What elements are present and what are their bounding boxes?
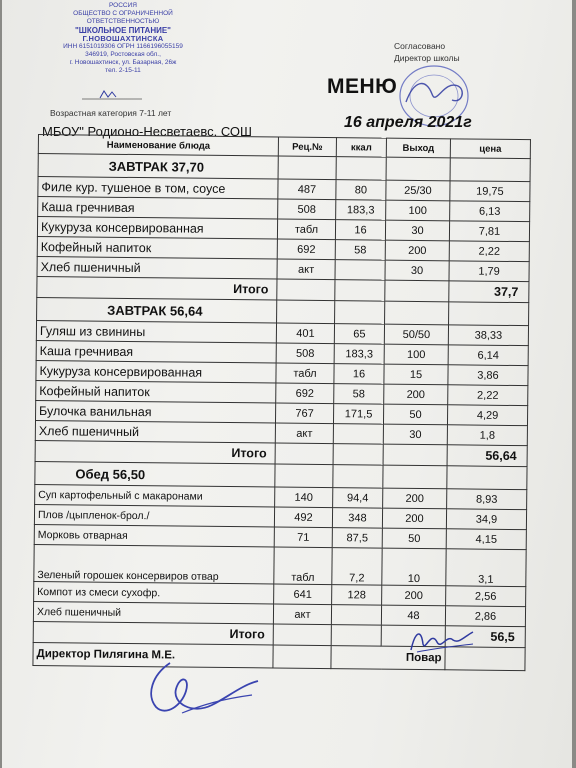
dish-rec: 71 [274,527,332,548]
dish-yield: 48 [381,605,445,626]
menu-sheet [2,0,572,768]
dish-kcal: 58 [335,240,385,261]
company-stamp [44,2,202,94]
dish-yield: 10 [382,548,446,586]
dish-kcal: 183,3 [336,200,386,221]
dish-price: 2,22 [449,241,529,262]
dish-price: 7,81 [449,221,529,242]
dish-rec: 767 [275,403,333,424]
dish-rec: 508 [278,199,336,220]
dish-yield: 30 [383,424,447,445]
dish-price: 19,75 [450,181,530,202]
dish-yield: 25/30 [386,180,450,201]
dish-kcal: 7,2 [332,548,382,586]
dish-kcal: 128 [332,585,382,606]
total-label: Итого [37,276,277,300]
dish-kcal: 16 [334,364,384,385]
stamp-line: "ШКОЛЬНОЕ ПИТАНИЕ" [75,26,171,35]
dish-rec: табл [277,219,335,240]
director-signature-label: Директор Пилягина М.Е. [33,642,273,668]
dish-name: Морковь отварная [34,524,274,547]
dish-rec: 508 [276,343,334,364]
dish-yield: 200 [383,488,447,509]
dish-price: 3,86 [448,365,528,386]
dish-kcal: 16 [335,220,385,241]
dish-yield: 200 [382,508,446,529]
dish-yield: 100 [384,344,448,365]
dish-yield: 30 [385,220,449,241]
section-title: ЗАВТРАК 37,70 [38,154,278,180]
dish-name: Гуляш из свинины [36,320,276,343]
stamp-signature-icon [82,88,142,102]
dish-price: 2,56 [446,586,526,607]
dish-yield: 200 [385,240,449,261]
dish-kcal: 58 [334,384,384,405]
col-header-price: цена [450,139,530,159]
dish-name: Кофейный напиток [37,236,277,259]
menu-table [32,134,531,671]
dish-name: Хлеб пшеничный [35,420,275,443]
dish-yield: 200 [382,585,446,606]
stamp-line: ОБЩЕСТВО С ОГРАНИЧЕННОЙ [73,10,173,17]
dish-name: Каша гречнивая [36,340,276,363]
total-value: 56,64 [447,445,527,467]
dish-yield: 15 [384,364,448,385]
director-signature-icon [142,655,262,720]
section-title: ЗАВТРАК 56,64 [37,297,277,323]
school-name: МБОУ" Родионо-Несветаевс. СОШ [42,124,252,139]
cook-signature-label: Повар [331,646,445,670]
dish-price: 6,13 [450,201,530,222]
dish-kcal: 80 [336,180,386,201]
total-label: Итого [35,440,275,464]
dish-price: 4,15 [446,529,526,550]
section-title: Обед 56,50 [35,461,275,487]
dish-rec: 140 [275,487,333,508]
dish-price: 34,9 [446,509,526,530]
stamp-line: ОТВЕТСТВЕННОСТЬЮ [86,18,160,25]
dish-kcal: 65 [334,324,384,345]
total-value: 37,7 [449,281,529,303]
dish-yield: 50 [382,528,446,549]
dish-price: 1,8 [447,425,527,446]
dish-name: Филе кур. тушеное в том, соусе [38,177,278,200]
approved-role: Директор школы [394,53,460,63]
menu-date: 16 апреля 2021г [344,114,472,131]
stamp-line: тел. 2-15-11 [105,67,141,74]
dish-name: Хлеб пшеничный [37,256,277,279]
dish-rec: 692 [276,383,334,404]
dish-name: Зеленый горошек консервиров отвар [34,544,274,584]
dish-price: 3,1 [446,549,526,587]
dish-name: Кукуруза консервированная [37,217,277,240]
dish-kcal [333,424,383,445]
dish-price: 4,29 [447,405,527,426]
dish-name: Суп картофельный с макаронами [35,484,275,507]
dish-yield: 50 [383,404,447,425]
dish-kcal: 183,3 [334,344,384,365]
dish-rec: акт [277,259,335,280]
col-header-yield: Выход [386,138,450,158]
dish-name: Кукуруза консервированная [36,360,276,383]
cook-signature-icon [407,622,477,658]
dish-yield: 200 [384,384,448,405]
dish-rec: 641 [274,584,332,605]
total-value: 56,5 [445,626,525,648]
col-header-name: Наименование блюда [38,135,278,157]
dish-kcal: 94,4 [333,488,383,509]
dish-rec: табл [274,547,332,585]
dish-kcal: 348 [332,508,382,529]
stamp-line: Г.НОВОШАХТИНСКА [82,34,164,43]
dish-name: Каша гречнивая [38,197,278,220]
stamp-line: г. Новошахтинск, ул. Базарная, 26ж [69,59,177,66]
dish-rec: табл [276,363,334,384]
approved-label: Согласовано [394,41,446,51]
dish-rec: 401 [276,323,334,344]
dish-price: 6,14 [448,345,528,366]
stamp-line: ИНН 6151019306 ОГРН 1166196055159 [63,43,183,50]
dish-kcal [335,260,385,281]
col-header-kcal: ккал [336,138,386,158]
dish-name: Кофейный напиток [36,380,276,403]
dish-yield: 30 [385,260,449,281]
age-category: Возрастная категория 7-11 лет [50,108,172,118]
table-row [34,544,526,586]
dish-kcal [331,605,381,626]
dish-rec: 692 [277,239,335,260]
dish-name: Хлеб пшеничный [33,601,273,624]
dish-yield: 100 [386,200,450,221]
dish-rec: 487 [278,179,336,200]
dish-name: Компот из смеси сухофр. [34,581,274,604]
dish-price: 2,22 [448,385,528,406]
stamp-line: РОССИЯ [108,2,137,9]
page-title: МЕНЮ [327,75,398,98]
col-header-rec: Рец.№ [278,137,336,157]
dish-rec: 492 [274,507,332,528]
dish-price: 2,86 [445,606,525,627]
dish-kcal: 171,5 [333,404,383,425]
total-label: Итого [33,621,273,645]
dish-price: 38,33 [448,325,528,346]
dish-name: Плов /цыпленок-брол./ [34,504,274,527]
dish-yield: 50/50 [384,324,448,345]
dish-name: Булочка ванильная [35,400,275,423]
dish-rec: акт [273,604,331,625]
dish-price: 1,79 [449,261,529,282]
dish-price: 8,93 [447,489,527,510]
stamp-line: 346919, Ростовская обл., [85,51,161,58]
dish-rec: акт [275,423,333,444]
dish-kcal: 87,5 [332,528,382,549]
